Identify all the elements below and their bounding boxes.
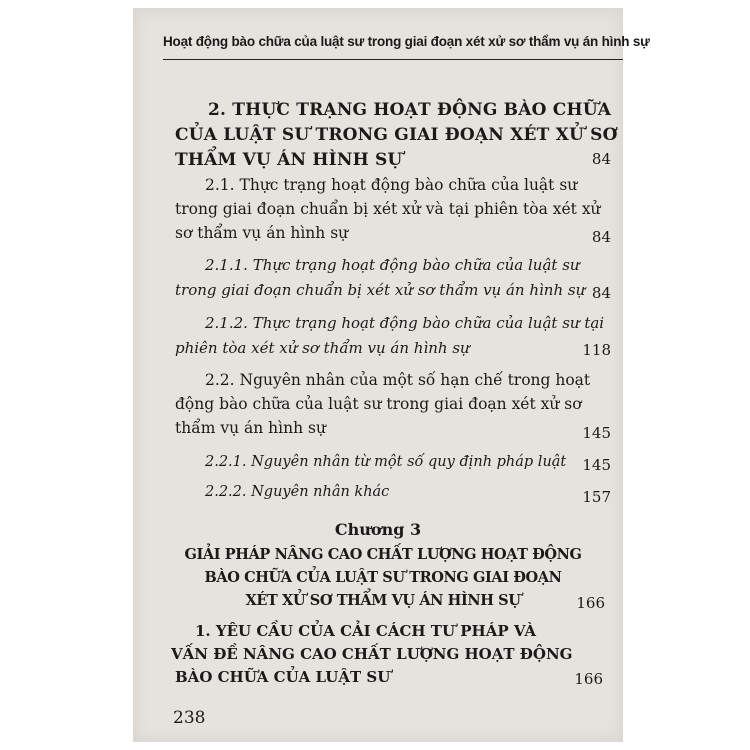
- toc-line: VẤN ĐỀ NÂNG CAO CHẤT LƯỢNG HOẠT ĐỘNG: [171, 645, 573, 663]
- chapter-label: Chương 3: [334, 520, 422, 539]
- page-number: 238: [173, 708, 206, 728]
- toc-line: 2.1.2. Thực trạng hoạt động bào chữa của luật sư tại: [205, 314, 605, 332]
- chapter-title-line: BÀO CHỮA CỦA LUẬT SƯ TRONG GIAI ĐOẠN: [204, 569, 562, 586]
- toc-page-number: 118: [582, 341, 611, 359]
- toc-line: trong giai đoạn chuẩn bị xét xử và tại phiên tòa xét xử: [175, 200, 601, 218]
- toc-line: phiên tòa xét xử sơ thẩm vụ án hình sự: [175, 339, 470, 357]
- header-rule: [163, 59, 623, 60]
- toc-line: THẨM VỤ ÁN HÌNH SỰ: [175, 150, 403, 170]
- chapter-title-line: GIẢI PHÁP NÂNG CAO CHẤT LƯỢNG HOẠT ĐỘNG: [184, 546, 582, 563]
- toc-line: CỦA LUẬT SƯ TRONG GIAI ĐOẠN XÉT XỬ SƠ: [175, 125, 618, 145]
- toc-line: 2.1. Thực trạng hoạt động bào chữa của luật sư: [205, 176, 578, 194]
- toc-line: 2.1.1. Thực trạng hoạt động bào chữa của luật sư: [205, 256, 580, 274]
- book-page: [133, 8, 650, 742]
- toc-page-number: 145: [582, 424, 611, 442]
- toc-line: BÀO CHỮA CỦA LUẬT SƯ: [175, 668, 391, 686]
- running-header: Hoạt động bào chữa của luật sư trong giai đoạn xét xử sơ thẩm vụ án hình sự: [163, 34, 650, 49]
- toc-line: 2.2.2. Nguyên nhân khác: [205, 484, 390, 500]
- toc-line: 2.2.1. Nguyên nhân từ một số quy định pháp luật: [205, 454, 567, 470]
- toc-line: 2.2. Nguyên nhân của một số hạn chế trong hoạt: [205, 371, 591, 389]
- toc-line: sơ thẩm vụ án hình sự: [175, 224, 349, 242]
- toc-page-number: 84: [591, 228, 611, 246]
- toc-line: 2. THỰC TRẠNG HOẠT ĐỘNG BÀO CHỮA: [208, 100, 612, 120]
- chapter-title-line: XÉT XỬ SƠ THẨM VỤ ÁN HÌNH SỰ: [245, 592, 521, 609]
- toc-line: động bào chữa của luật sư trong giai đoạn xét xử sơ: [175, 395, 582, 413]
- toc-page-number: 166: [574, 670, 603, 688]
- toc-page-number: 84: [591, 284, 611, 302]
- toc-page-number: 157: [582, 488, 611, 506]
- toc-line: trong giai đoạn chuẩn bị xét xử sơ thẩm vụ án hình sự: [175, 281, 586, 299]
- toc-page-number: 145: [582, 456, 611, 474]
- toc-page-number: 84: [591, 150, 611, 168]
- toc-page-number: 166: [576, 594, 605, 612]
- toc-line: 1. YÊU CẦU CỦA CẢI CÁCH TƯ PHÁP VÀ: [195, 622, 536, 640]
- toc-line: thẩm vụ án hình sự: [175, 419, 326, 437]
